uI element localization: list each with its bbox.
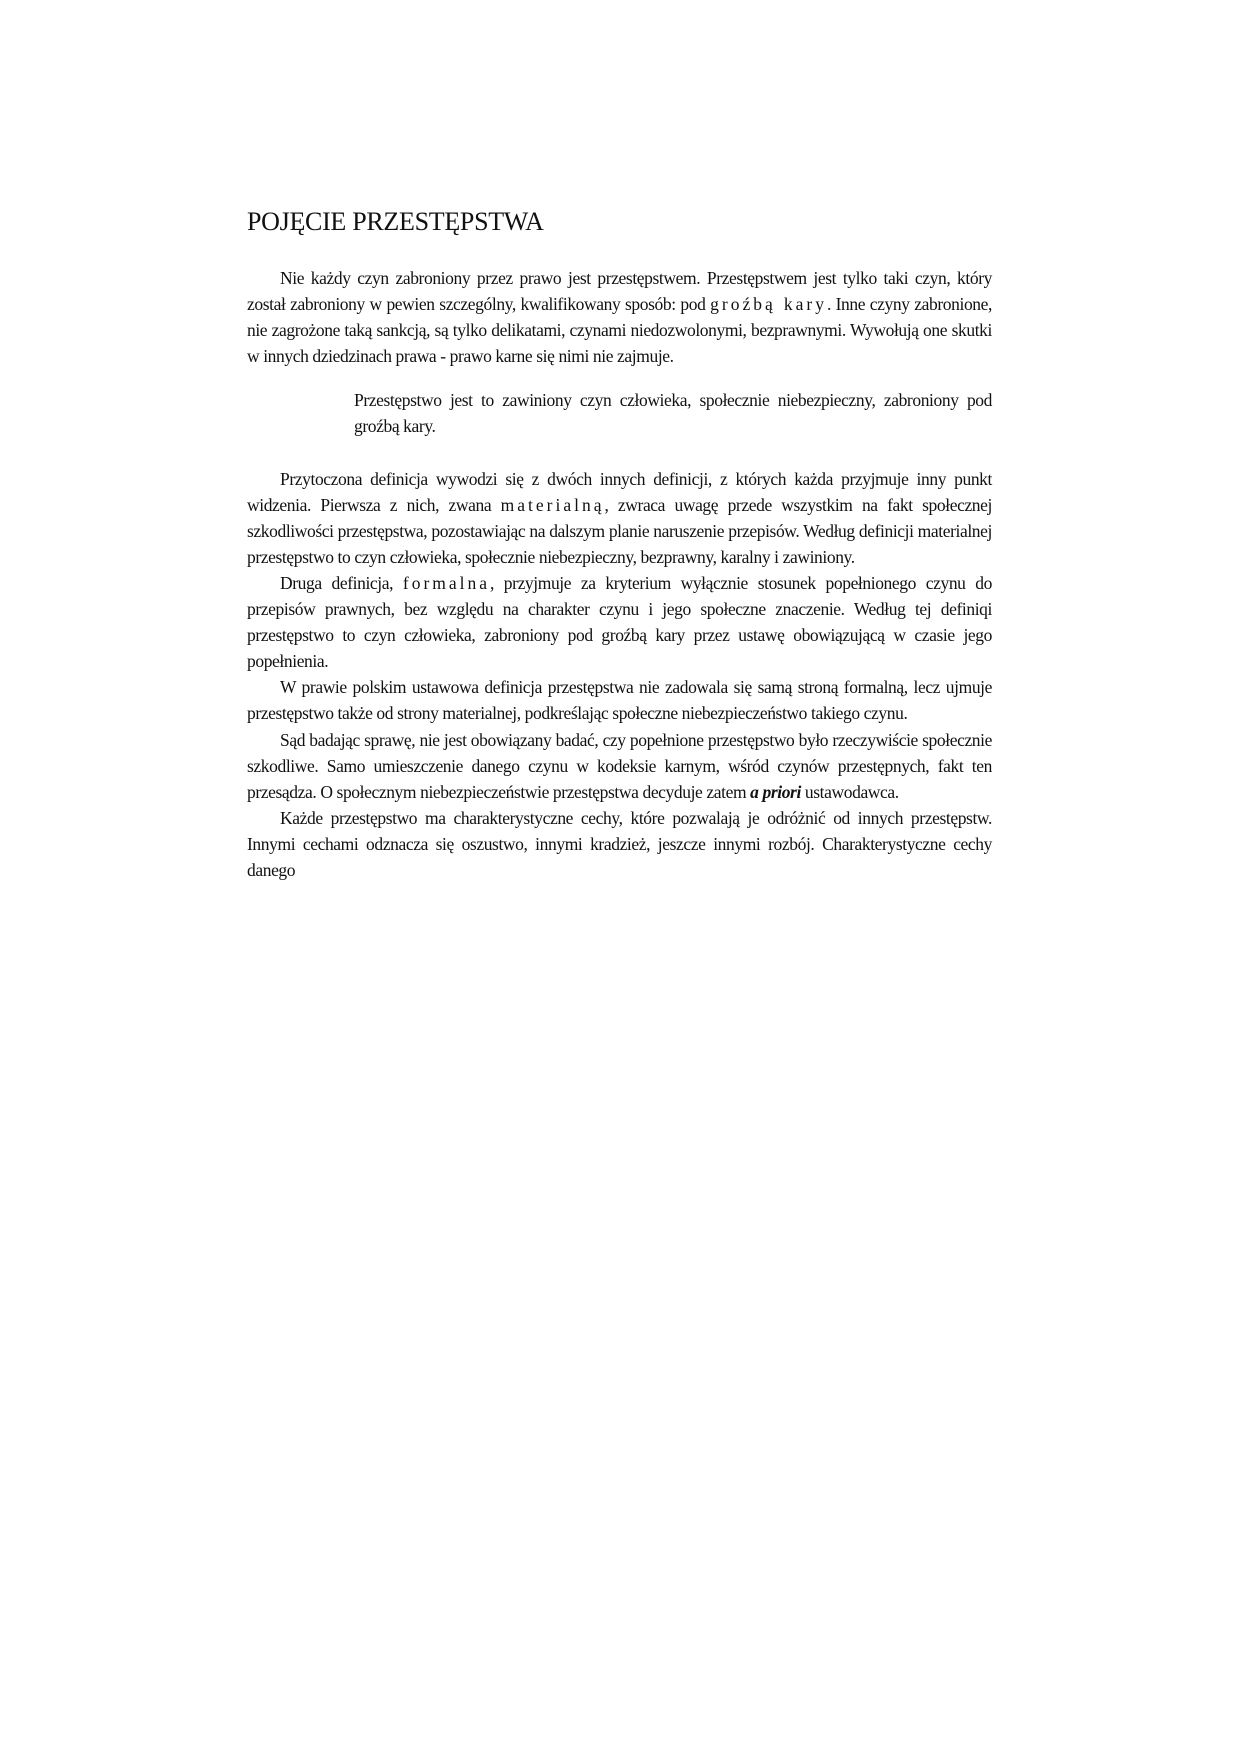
emphasis-spaced: materialną xyxy=(500,494,605,515)
text: ustawodawca. xyxy=(800,781,899,802)
text: Sąd badając sprawę, nie jest obowiązany badać, czy popełnione przestępstwo było rzeczywiście społecznie szkodliwe. Samo umieszczenie danego czynu w kodeksie karnym, wśród czynów przestępnych, fakt ten przesądza. O społecznym niebezpieczeństwie przestępstwa decyduje zatem xyxy=(247,729,992,802)
emphasis-spaced: groźbą kary xyxy=(710,294,827,315)
paragraph-polish-law: W prawie polskim ustawowa definicja przestępstwa nie zadowala się samą stroną formalną, lecz ujmuje przestępstwo także od strony materialnej, podkreślając społeczne niebezpieczeństwo takiego czynu. xyxy=(247,677,992,724)
text: , przyjmuje za kryterium wyłącznie stosunek popełnionego czynu do przepisów prawnych, bez względu na charakter czynu i jego społeczne znaczenie. Według tej definiqi przestępstwo to czyn człowieka, zabroniony pod groźbą kary przez ustawę obowiązującą w czasie jego popełnienia. xyxy=(247,572,993,672)
definition-quote: Przestępstwo jest to zawiniony czyn człowieka, społecznie niebezpieczny, zabroniony pod groźbą kary. xyxy=(354,390,992,437)
emphasis-spaced: formalna xyxy=(402,572,491,593)
document-title: POJĘCIE PRZESTĘPSTWA xyxy=(247,207,544,236)
text: . Inne czyny zabronione, nie zagrożone taką sankcją, są tylko delikatami, czynami niedozwolonymi, bezprawnymi. Wywołują one skutki w innych dziedzinach prawa - prawo karne się nimi nie zajmuje. xyxy=(247,294,992,367)
emphasis-bold-italic: a priori xyxy=(750,781,801,802)
document-page xyxy=(247,205,992,883)
text: Przytoczona definicja wywodzi się z dwóch innych definicji, z których każda przyjmuje inny punkt widzenia. Pierwsza z nich, zwana xyxy=(247,468,992,515)
text: Druga definicja, xyxy=(280,572,403,593)
text: , zwraca uwagę przede wszystkim na fakt społecznej szkodliwości przestępstwa, pozostawiając na dalszym planie naruszenie przepisów. Według definicji materialnej przestępstwo to czyn człowieka, społecznie niebezpieczny, bezprawny, karalny i zawiniony. xyxy=(247,494,992,567)
paragraph-intro xyxy=(247,265,992,369)
paragraph-court xyxy=(247,727,992,805)
paragraph-formal xyxy=(247,570,992,674)
text: Nie każdy czyn zabroniony przez prawo jest przestępstwem. Przestępstwem jest tylko taki czyn, który został zabroniony w pewien szczególny, kwalifikowany sposób: pod xyxy=(247,268,992,315)
paragraph-characteristics: Każde przestępstwo ma charakterystyczne cechy, które pozwalają je odróżnić od innych przestępstw. Innymi cechami odznacza się oszustwo, innymi kradzież, jeszcze innymi rozbój. Charakterystyczne cechy danego xyxy=(247,807,992,880)
paragraph-material xyxy=(247,466,992,570)
